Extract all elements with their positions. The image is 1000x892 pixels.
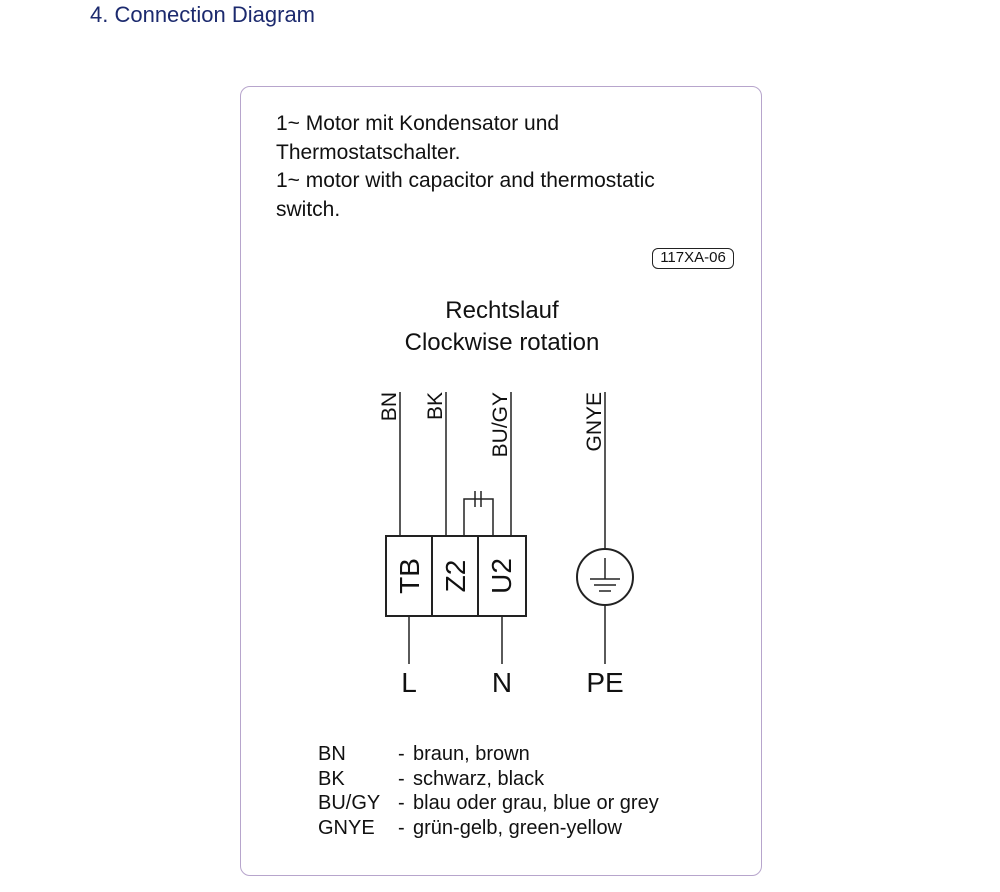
legend-code: BU/GY xyxy=(318,792,381,814)
section-heading: 4. Connection Diagram xyxy=(90,2,316,27)
legend-code: BN xyxy=(318,743,346,765)
diagram-code-badge: 117XA-06 xyxy=(652,248,734,269)
mains-label-l: L xyxy=(401,667,417,698)
legend-code: GNYE xyxy=(318,816,375,839)
legend-row xyxy=(318,767,659,792)
terminal-label-tb: TB xyxy=(394,558,425,594)
mains-label-n: N xyxy=(491,667,513,698)
legend-row xyxy=(318,816,659,841)
wire-label-gnye: GNYE xyxy=(583,392,606,452)
wire-label-bugy: BU/GY xyxy=(489,392,512,458)
legend-text: braun, brown xyxy=(413,743,530,765)
rotation-label-en: Clockwise rotation xyxy=(404,329,600,356)
legend-separator: - xyxy=(398,743,405,765)
legend-code: BK xyxy=(318,767,345,790)
legend-separator: - xyxy=(398,792,405,814)
description-line: Thermostatschalter. xyxy=(276,140,461,164)
legend-text: schwarz, black xyxy=(413,767,545,790)
wire-label-bn: BN xyxy=(378,392,401,422)
legend-row xyxy=(318,791,659,816)
legend-separator: - xyxy=(398,816,405,839)
description-line: switch. xyxy=(276,197,341,221)
terminal-label-z2: Z2 xyxy=(440,559,471,593)
legend-row xyxy=(318,742,659,767)
terminal-label-u2: U2 xyxy=(486,558,517,594)
legend-text: grün-gelb, green-yellow xyxy=(413,816,623,839)
legend-text: blau oder grau, blue or grey xyxy=(413,792,659,814)
rotation-label-de: Rechtslauf xyxy=(445,297,559,324)
ground-symbol xyxy=(577,549,633,605)
wire-label-bk: BK xyxy=(424,392,447,421)
mains-label-pe: PE xyxy=(586,667,624,698)
color-legend xyxy=(318,742,659,840)
legend-separator: - xyxy=(398,767,405,790)
description-line: 1~ Motor mit Kondensator und xyxy=(276,112,560,135)
description-line: 1~ motor with capacitor and thermostatic xyxy=(276,169,655,192)
capacitor-symbol xyxy=(464,491,493,536)
